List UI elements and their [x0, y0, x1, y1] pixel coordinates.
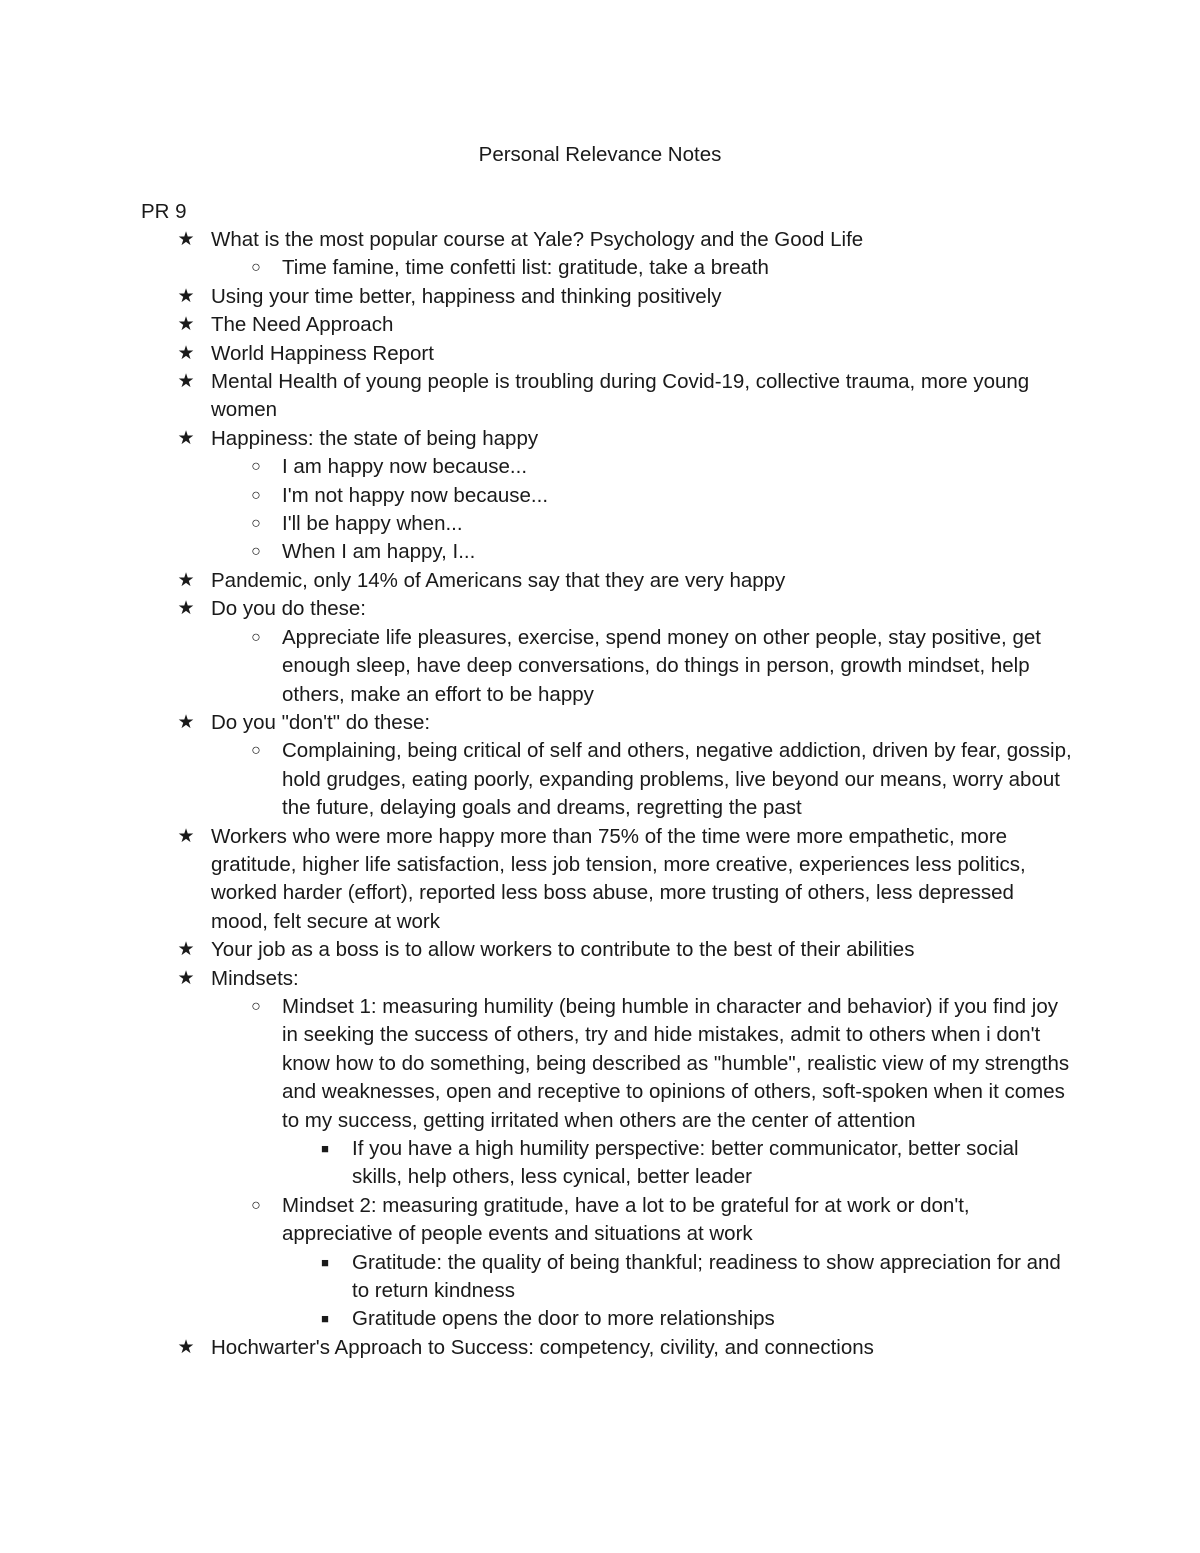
list-item-text: I am happy now because... [282, 455, 528, 479]
star-bullet-icon: ★ [177, 569, 195, 591]
list-item [0, 368, 1200, 425]
list-item-text: Happiness: the state of being happy [211, 426, 539, 450]
circle-bullet-icon: ○ [251, 628, 261, 646]
list-item-text: I'm not happy now because... [282, 483, 549, 507]
star-bullet-icon: ★ [177, 314, 195, 336]
list-item-text: If you have a high humility perspective: better communicator, better social skills, help others, less cynical, better leader [352, 1137, 1019, 1189]
circle-bullet-icon: ○ [251, 259, 261, 277]
list-item-text: Workers who were more happy more than 75% of the time were more empathetic, more gratitude, higher life satisfaction, less job tension, more creative, experiences less politics, worked harder (effort), reported less boss abuse, more trusting of others, less depressed mood, felt secure at work [211, 824, 1026, 933]
list-item-text: Mental Health of young people is troubling during Covid-19, collective trauma, more young women [211, 370, 1030, 422]
list-item-text: Appreciate life pleasures, exercise, spend money on other people, stay positive, get enough sleep, have deep conversations, do things in person, growth mindset, help others, make an effort to be happy [282, 625, 1041, 706]
square-bullet-icon: ■ [321, 1311, 329, 1327]
document-title: Personal Relevance Notes [478, 143, 722, 166]
list-item [0, 283, 1200, 311]
star-bullet-icon: ★ [177, 371, 195, 393]
list-item-text: What is the most popular course at Yale? Psychology and the Good Life [211, 228, 864, 251]
notes-list [0, 226, 1200, 1362]
star-bullet-icon: ★ [177, 427, 195, 449]
list-item [0, 538, 1200, 566]
list-item-text: When I am happy, I... [282, 540, 476, 564]
list-item [0, 595, 1200, 623]
list-item [0, 567, 1200, 595]
list-item-text: I'll be happy when... [282, 512, 463, 536]
list-item [0, 482, 1200, 510]
list-item-text: Using your time better, happiness and thinking positively [211, 284, 722, 308]
list-item-text: Your job as a boss is to allow workers to contribute to the best of their abilities [211, 938, 915, 962]
circle-bullet-icon: ○ [251, 486, 261, 504]
star-bullet-icon: ★ [177, 711, 195, 733]
list-item [0, 226, 1200, 254]
circle-bullet-icon: ○ [251, 543, 261, 561]
list-item-text: Complaining, being critical of self and others, negative addiction, driven by fear, gossip, hold grudges, eating poorly, expanding problems, live beyond our means, worry about the future, delaying goals and dreams, regretting the past [282, 739, 1072, 820]
star-bullet-icon: ★ [177, 285, 195, 307]
list-item [0, 1135, 1200, 1192]
circle-bullet-icon: ○ [251, 997, 261, 1015]
list-item-text: The Need Approach [211, 313, 394, 337]
list-item [0, 993, 1200, 1135]
list-item [0, 737, 1200, 822]
list-item-text: Hochwarter's Approach to Success: competency, civility, and connections [211, 1335, 874, 1359]
circle-bullet-icon: ○ [251, 458, 261, 476]
circle-bullet-icon: ○ [251, 1196, 261, 1214]
square-bullet-icon: ■ [321, 1141, 329, 1156]
list-item-text: Gratitude opens the door to more relationships [352, 1307, 775, 1331]
list-item [0, 823, 1200, 937]
list-item [0, 453, 1200, 481]
list-item-text: Mindset 1: measuring humility (being humble in character and behavior) if you find joy in seeking the success of others, try and hide mistakes, admit to others when i don't know how to do something, being described as "humble", realistic view of my strengths and weaknesses, open and receptive to opinions of others, soft-spoken when it comes to my success, getting irritated when others are the center of attention [282, 994, 1070, 1132]
star-bullet-icon: ★ [177, 598, 195, 620]
list-item [0, 709, 1200, 737]
list-item [0, 1305, 1200, 1333]
star-bullet-icon: ★ [177, 825, 195, 847]
star-bullet-icon: ★ [177, 967, 195, 989]
list-item-text: Do you do these: [211, 597, 366, 621]
section-heading: PR 9 [141, 200, 187, 223]
square-bullet-icon: ■ [321, 1254, 329, 1270]
list-item-text: Do you "don't" do these: [211, 710, 431, 734]
list-item-text: Pandemic, only 14% of Americans say that they are very happy [211, 568, 786, 592]
circle-bullet-icon: ○ [251, 742, 261, 760]
star-bullet-icon: ★ [177, 939, 195, 961]
list-item [0, 965, 1200, 993]
list-item-text: World Happiness Report [211, 341, 434, 365]
list-item-text: Gratitude: the quality of being thankful; readiness to show appreciation for and to return kindness [352, 1250, 1061, 1303]
list-item [0, 340, 1200, 368]
list-item-text: Mindset 2: measuring gratitude, have a lot to be grateful for at work or don't, appreciative of people events and situations at work [282, 1193, 970, 1246]
list-item [0, 1249, 1200, 1306]
star-bullet-icon: ★ [177, 229, 195, 250]
circle-bullet-icon: ○ [251, 515, 261, 533]
list-item [0, 510, 1200, 538]
list-item [0, 311, 1200, 339]
list-item [0, 425, 1200, 453]
star-bullet-icon: ★ [177, 1336, 195, 1358]
list-item [0, 254, 1200, 282]
star-bullet-icon: ★ [177, 342, 195, 364]
list-item [0, 1334, 1200, 1362]
list-item [0, 936, 1200, 964]
list-item [0, 1192, 1200, 1249]
list-item [0, 624, 1200, 709]
list-item-text: Time famine, time confetti list: gratitude, take a breath [282, 256, 769, 280]
list-item-text: Mindsets: [211, 966, 299, 990]
